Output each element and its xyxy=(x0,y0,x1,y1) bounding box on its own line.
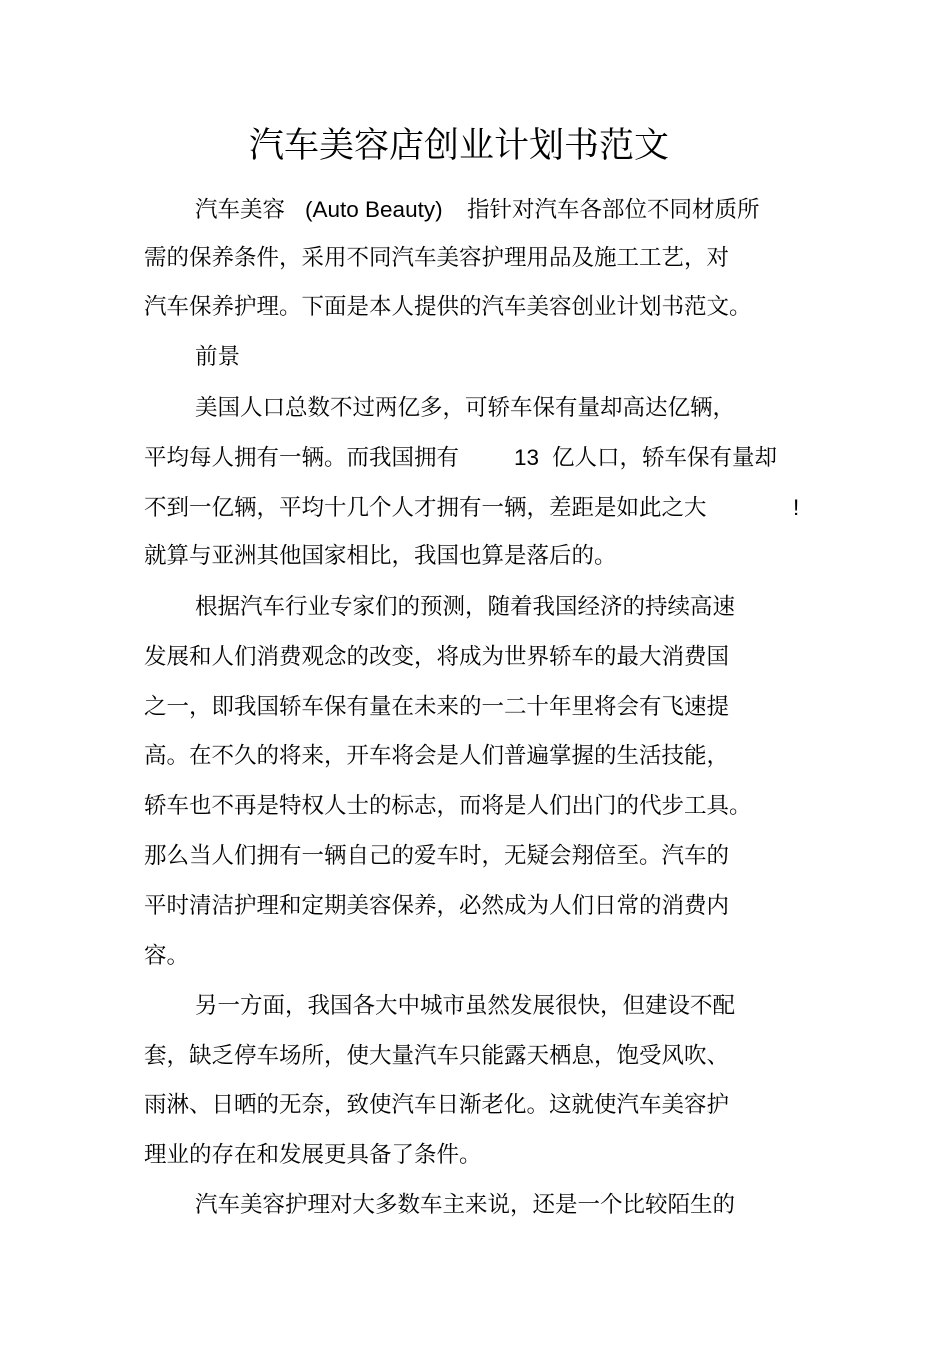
text-line: 需的保养条件，采用不同汽车美容护理用品及施工工艺，对 xyxy=(144,245,730,271)
text-line: 容。 xyxy=(144,943,190,969)
text-line: 之一，即我国轿车保有量在未来的一二十年里将会有飞速提 xyxy=(144,694,730,720)
text-line: (Auto Beauty) xyxy=(305,197,443,222)
text-line: 平时清洁护理和定期美容保养，必然成为人们日常的消费内 xyxy=(144,893,730,919)
text-line: 高。在不久的将来，开车将会是人们普遍掌握的生活技能， xyxy=(144,743,730,769)
text-line: 发展和人们消费观念的改变，将成为世界轿车的最大消费国 xyxy=(144,644,730,670)
text-line: 不到一亿辆，平均十几个人才拥有一辆，差距是如此之大 xyxy=(144,495,707,521)
text-line: 平均每人拥有一辆。而我国拥有 xyxy=(144,445,460,471)
text-line: 美国人口总数不过两亿多，可轿车保有量却高达亿辆， xyxy=(195,395,736,421)
section-heading: 前景 xyxy=(195,344,241,370)
text-line: 汽车美容 xyxy=(195,197,286,223)
text-line: 汽车美容护理对大多数车主来说，还是一个比较陌生的 xyxy=(195,1192,736,1218)
text-line: 亿人口，轿车保有量却 xyxy=(552,445,778,471)
text-line: ! xyxy=(793,495,800,520)
text-line: 就算与亚洲其他国家相比，我国也算是落后的。 xyxy=(144,543,617,569)
text-line: 雨淋、日晒的无奈，致使汽车日渐老化。这就使汽车美容护 xyxy=(144,1092,730,1118)
text-line: 另一方面，我国各大中城市虽然发展很快，但建设不配 xyxy=(195,993,736,1019)
document-title: 汽车美容店创业计划书范文 xyxy=(248,126,669,166)
text-line: 套，缺乏停车场所，使大量汽车只能露天栖息，饱受风吹、 xyxy=(144,1043,730,1069)
text-line: 汽车保养护理。下面是本人提供的汽车美容创业计划书范文。 xyxy=(144,294,752,320)
text-line: 那么当人们拥有一辆自己的爱车时，无疑会翔倍至。汽车的 xyxy=(144,843,730,869)
text-line: 根据汽车行业专家们的预测，随着我国经济的持续高速 xyxy=(195,594,736,620)
text-line: 理业的存在和发展更具备了条件。 xyxy=(144,1142,482,1168)
text-line: 13 xyxy=(514,445,540,470)
text-line: 轿车也不再是特权人士的标志，而将是人们出门的代步工具。 xyxy=(144,793,752,819)
text-line: 指针对汽车各部位不同材质所 xyxy=(467,197,760,223)
